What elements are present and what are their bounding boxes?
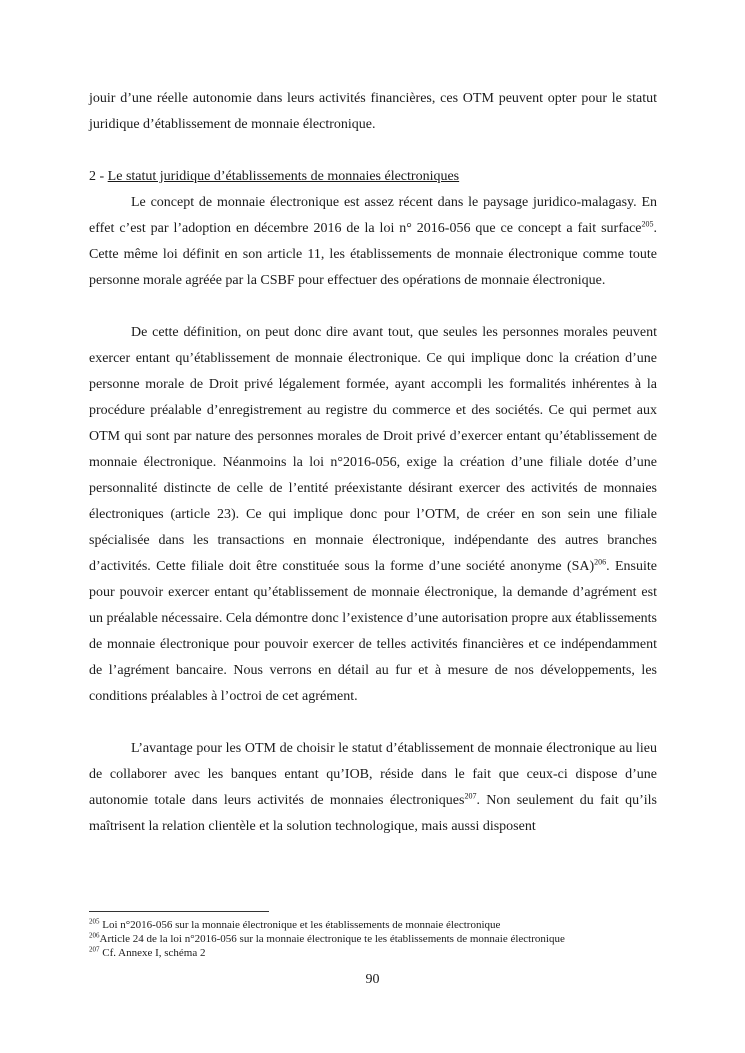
spacer — [89, 710, 657, 736]
page-body — [89, 86, 657, 840]
footnote-ref-205: 205 — [641, 219, 654, 229]
paragraph-3: L’avantage pour les OTM de choisir le statut d’établissement de monnaie électronique au lieu de collaborer avec les banques entant qu’IOB, réside dans le fait que ceux-ci dispose d’une autonomie totale dans leurs activités de monnaies électroniques$^{207}$. Non seulement du fait qu’ils maîtrisent la relation clientèle et la solution technologique, mais aussi disposent — [89, 741, 657, 834]
footnote-ref-207: 207 — [464, 791, 477, 801]
paragraph-1: Le concept de monnaie électronique est assez récent dans le paysage juridico-malagasy. En effet c’est par l’adoption en décembre 2016 de la loi n° 2016-056 que ce concept a fait surface$^{205}$. Cette même loi définit en son article 11, les établissements de monnaie électronique comme toute personne morale agréée par la CSBF pour effectuer des opérations de monnaie électronique. — [89, 195, 657, 288]
paragraph-intro: jouir d’une réelle autonomie dans leurs activités financières, ces OTM peuvent opter pour le statut juridique d’établissement de monnaie électronique. — [89, 91, 657, 132]
footnote-207: $^{207}$ Cf. Annexe I, schéma 2 — [89, 945, 206, 959]
heading-title: Le statut juridique d’établissements de monnaies électroniques — [107, 169, 460, 184]
heading-number: 2 - — [89, 169, 108, 184]
spacer — [89, 294, 657, 320]
section-heading — [89, 164, 657, 190]
footnote-separator — [89, 911, 269, 912]
footnotes — [89, 918, 657, 960]
spacer — [89, 138, 657, 164]
paragraph-2: De cette définition, on peut donc dire avant tout, que seules les personnes morales peuvent exercer entant qu’établissement de monnaie électronique. Ce qui implique donc la création d’une personne morale de Droit privé légalement formée, ayant accompli les formalités inhérentes à la procédure préalable d’enregistrement au registre du commerce et des sociétés. Ce qui permet aux OTM qui sont par nature des personnes morales de Droit privé d’exercer entant qu’établissement de monnaie électronique. Néanmoins la loi n°2016-056, exige la création d’une filiale dotée d’une personnalité distincte de celle de l’entité préexistante désirant exercer des activités de monnaies électroniques (article 23). Ce qui implique donc pour l’OTM, de créer en son sein une filiale spécialisée dans les transactions en monnaie électronique, indépendante des autres branches d’activités. Cette filiale doit être constituée sous la forme d’une société anonyme (SA)$^{206}$. Ensuite pour pouvoir exercer entant qu’établissement de monnaie électronique, la demande d’agrément est un préalable nécessaire. Cela démontre donc l’existence d’une autorisation propre aux établissements de monnaie électronique pour pouvoir exercer de telles activités financières et ce indépendamment de l’agrément bancaire. Nous verrons en détail au fur et à mesure de nos développements, les conditions préalables à l’octroi de cet agrément. — [89, 325, 657, 704]
footnote-ref-206: 206 — [594, 557, 607, 567]
footnote-205: $^{205}$ Loi n°2016-056 sur la monnaie électronique et les établissements de monnaie électronique — [89, 917, 501, 931]
page-number: 90 — [365, 972, 380, 987]
footnote-206: $^{206}$Article 24 de la loi n°2016-056 sur la monnaie électronique te les établissements de monnaie électronique — [89, 931, 565, 945]
